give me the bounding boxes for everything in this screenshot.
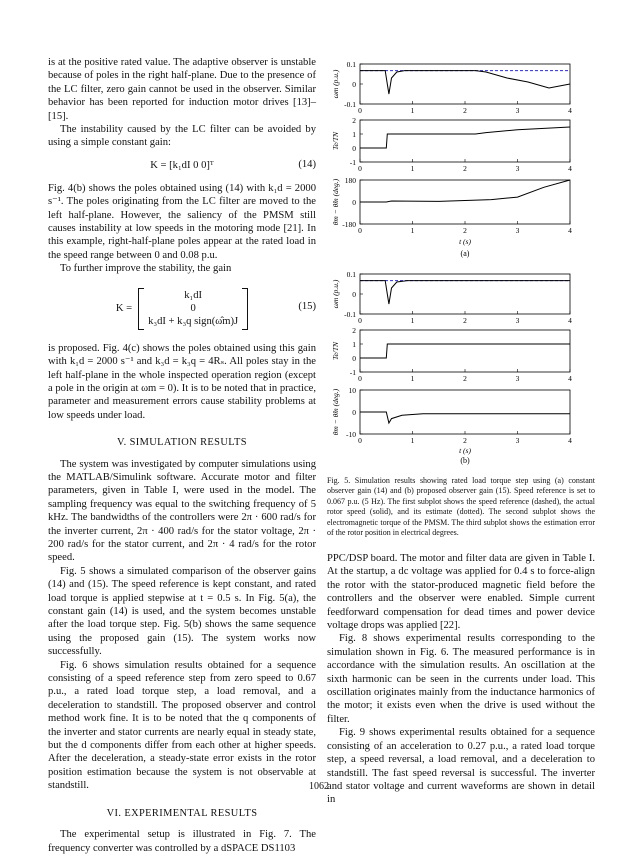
paragraph: PPC/DSP board. The motor and filter data are given in Table I. At the startup, a dc voltage was applied for 0.4 s to force-align the rotor with the stator-produced magnetic field before the controllers and the observer were enabled. Simple current feedforward compensation for dead times and power device voltage drops was applied [22]. [327, 553, 595, 632]
paragraph: The experimental setup is illustrated in Fig. 7. The frequency converter was controlled by a dSPACE DS1103 [48, 829, 316, 854]
series-torque-line [360, 344, 570, 358]
paragraph: Fig. 6 shows simulation results obtained for a sequence consisting of a speed reference step from zero speed to 0.67 p.u., a rated load torque step, a load removal, and a deceleration to standstill. The proposed observer and control method work fine. It is to be noted that the q components of the inverter and stator currents are nearly equal in steady state, but the d components differ from each other at higher speeds. After the deceleration, a steady-state error exists in the rotor position estimation because the system is not observable at standstill. [48, 659, 316, 792]
series-actual-line [360, 71, 570, 94]
x-tick-label: 0 [358, 164, 362, 173]
x-tick-label: 1 [410, 316, 415, 325]
panel-label: (a) [460, 249, 470, 258]
x-tick-label: 2 [463, 226, 467, 235]
equation-body: K = [k₁dI 0 0]ᵀ [150, 160, 214, 172]
x-tick-label: 0 [358, 374, 362, 383]
page-number: 1062 [309, 781, 329, 792]
x-tick-label: 4 [568, 436, 572, 445]
y-tick-label: -10 [346, 430, 356, 439]
matrix-row: 0 [190, 302, 196, 314]
paragraph: Fig. 9 shows experimental results obtained for a sequence consisting of an acceleration to 0.27 p.u., a rated load torque step, a speed reversal, a load removal, and a deceleration to standstill. The fast speed reversal is successful. The inverter and stator voltage and current waveforms are shown in detail in [327, 727, 595, 806]
series-error-line [360, 180, 570, 202]
paragraph: Fig. 4(b) shows the poles obtained using (14) with k₁d = 2000 s⁻¹. The poles originating from the LC filter are moved to the left half-plane. However, the saliency of the PMSM still causes instability at low speeds in the motoring mode [21]. In this example, right-half-plane poles appear at the rated load in the speed range between 0 and 0.08 p.u. [48, 182, 316, 261]
x-tick-label: 3 [515, 436, 520, 445]
plot-frame [360, 180, 570, 224]
equation-number: (15) [298, 300, 316, 312]
y-tick-label: 0.1 [346, 60, 356, 69]
right-column [327, 552, 595, 807]
x-tick-label: 0 [358, 436, 362, 445]
equation-lhs: K = [115, 302, 133, 314]
paragraph: The system was investigated by computer simulations using the MATLAB/Simulink software. Accurate motor and filter parameters, given in Table I, were used in the model. The sampling frequency was equal to the switching frequency of 5 kHz. The bandwidths of the controllers were 2π · 600 rad/s for the inverter current, 2π · 400 rad/s for the stator voltage, 2π · 200 rad/s for the stator current, and 2π · 4 rad/s for the rotor speed. [48, 458, 316, 564]
y-tick-label: 0 [352, 144, 356, 153]
figure-caption: Fig. 5. Simulation results showing rated load torque step using (a) constant observer gain (14) and (b) proposed observer gain (15). Speed reference is set to 0.067 p.u. (5 Hz). The first subplot shows the speed reference (dashed), the actual rotor speed (solid), and its estimate (dotted). The second subplot shows the electromagnetic torque of the PMSM. The third subplot shows the estimation error of the rotor position in electrical degrees. [327, 476, 595, 538]
paragraph: is at the positive rated value. The adaptive observer is unstable because of poles in the right half-plane. Due to the presence of the LC filter, zero gain cannot be used in the observer. Similar behavior has been reported for induction motor drives [13]–[15]. [48, 57, 316, 122]
y-tick-label: -0.1 [344, 100, 356, 109]
y-tick-label: -0.1 [344, 310, 356, 319]
x-tick-label: 4 [568, 316, 572, 325]
section-heading: V. SIMULATION RESULTS [117, 437, 247, 449]
y-tick-label: -180 [342, 220, 356, 229]
x-tick-label: 3 [515, 164, 520, 173]
x-tick-label: 0 [358, 316, 362, 325]
x-tick-label: 3 [515, 316, 520, 325]
y-tick-label: 10 [348, 386, 356, 395]
y-tick-label: 1 [352, 130, 356, 139]
x-axis-label: t (s) [459, 237, 471, 246]
x-tick-label: 2 [463, 374, 467, 383]
series-torque-line [360, 127, 570, 148]
x-tick-label: 2 [463, 164, 467, 173]
x-tick-label: 1 [410, 436, 415, 445]
paragraph: To further improve the stability, the gain [60, 263, 232, 275]
plot-frame [360, 390, 570, 434]
gain-matrix [138, 288, 248, 330]
y-tick-label: 1 [352, 340, 356, 349]
equation-14 [48, 156, 316, 176]
x-tick-label: 1 [410, 106, 415, 115]
x-tick-label: 3 [515, 374, 520, 383]
plot-frame [360, 64, 570, 104]
section-heading: VI. EXPERIMENTAL RESULTS [106, 807, 258, 819]
y-tick-label: 2 [352, 116, 356, 125]
x-tick-label: 1 [410, 226, 415, 235]
y-axis-label: Te/TN [331, 131, 340, 151]
figure-5 [318, 50, 600, 474]
x-tick-label: 4 [568, 106, 572, 115]
y-axis-label: Te/TN [331, 341, 340, 361]
y-axis-label: ωm (p.u.) [331, 69, 340, 99]
y-tick-label: 0 [352, 290, 356, 299]
x-tick-label: 3 [515, 106, 520, 115]
y-tick-label: -1 [349, 368, 356, 377]
y-tick-label: 180 [344, 176, 356, 185]
x-tick-label: 4 [568, 226, 572, 235]
x-tick-label: 3 [515, 226, 520, 235]
y-tick-label: 0.1 [346, 270, 356, 279]
y-tick-label: 0 [352, 198, 356, 207]
x-tick-label: 0 [358, 106, 362, 115]
y-tick-label: 0 [352, 408, 356, 417]
x-tick-label: 4 [568, 374, 572, 383]
plot-frame [360, 120, 570, 162]
paragraph: Fig. 8 shows experimental results corresponding to the simulation shown in Fig. 6. The measured performance is in accordance with the simulation results. An oscillation at the sixth harmonic can be seen in the currents under load. This oscillation originates mainly from the inductance harmonics of the motor; it exists even when the drive is used without the filter. [327, 633, 595, 725]
matrix-row: k₃dI + k₃q sign(ω̂m)J [148, 316, 239, 328]
y-tick-label: 0 [352, 354, 356, 363]
paragraph: The instability caused by the LC filter can be avoided by using a simple constant gain: [48, 124, 316, 149]
y-axis-label: θm − θ̂m (deg.) [331, 388, 340, 436]
x-axis-label: t (s) [459, 446, 471, 455]
y-axis-label: ωm (p.u.) [331, 279, 340, 309]
x-tick-label: 0 [358, 226, 362, 235]
y-axis-label: θm − θ̂m (deg.) [331, 178, 340, 226]
x-tick-label: 1 [410, 374, 415, 383]
x-tick-label: 2 [463, 436, 467, 445]
equation-number: (14) [298, 158, 316, 170]
paragraph: Fig. 5 shows a simulated comparison of the observer gains (14) and (15). The speed reference is kept constant, and rated load torque is applied stepwise at t = 0.5 s. In Fig. 5(a), the constant gain (14) is used, and the system becomes unstable after the load torque step. Fig. 5(b) shows the same sequence using the proposed gain (15). The system works now successfully. [48, 565, 316, 658]
equation-15 [48, 280, 316, 338]
x-tick-label: 1 [410, 164, 415, 173]
plot-frame [360, 274, 570, 314]
series-actual-line [360, 281, 570, 304]
left-column [48, 56, 316, 855]
panel-label: (b) [460, 456, 470, 465]
plot-frame [360, 330, 570, 372]
y-tick-label: 0 [352, 80, 356, 89]
y-tick-label: 2 [352, 326, 356, 335]
paragraph: is proposed. Fig. 4(c) shows the poles obtained using this gain with k₁d = 2000 s⁻¹ and k₃d = k₃q = 4Rₛ. All poles stay in the left half-plane in the whole inspected operation region (except a pole in the origin at ωm = 0). It is to be noted that in practice, parameter and measurement errors cause stability problems at low speeds under load. [48, 342, 316, 421]
x-tick-label: 4 [568, 164, 572, 173]
x-tick-label: 2 [463, 106, 467, 115]
y-tick-label: -1 [349, 158, 356, 167]
series-error-line [360, 412, 570, 423]
x-tick-label: 2 [463, 316, 467, 325]
matrix-row: k₁dI [184, 289, 203, 301]
